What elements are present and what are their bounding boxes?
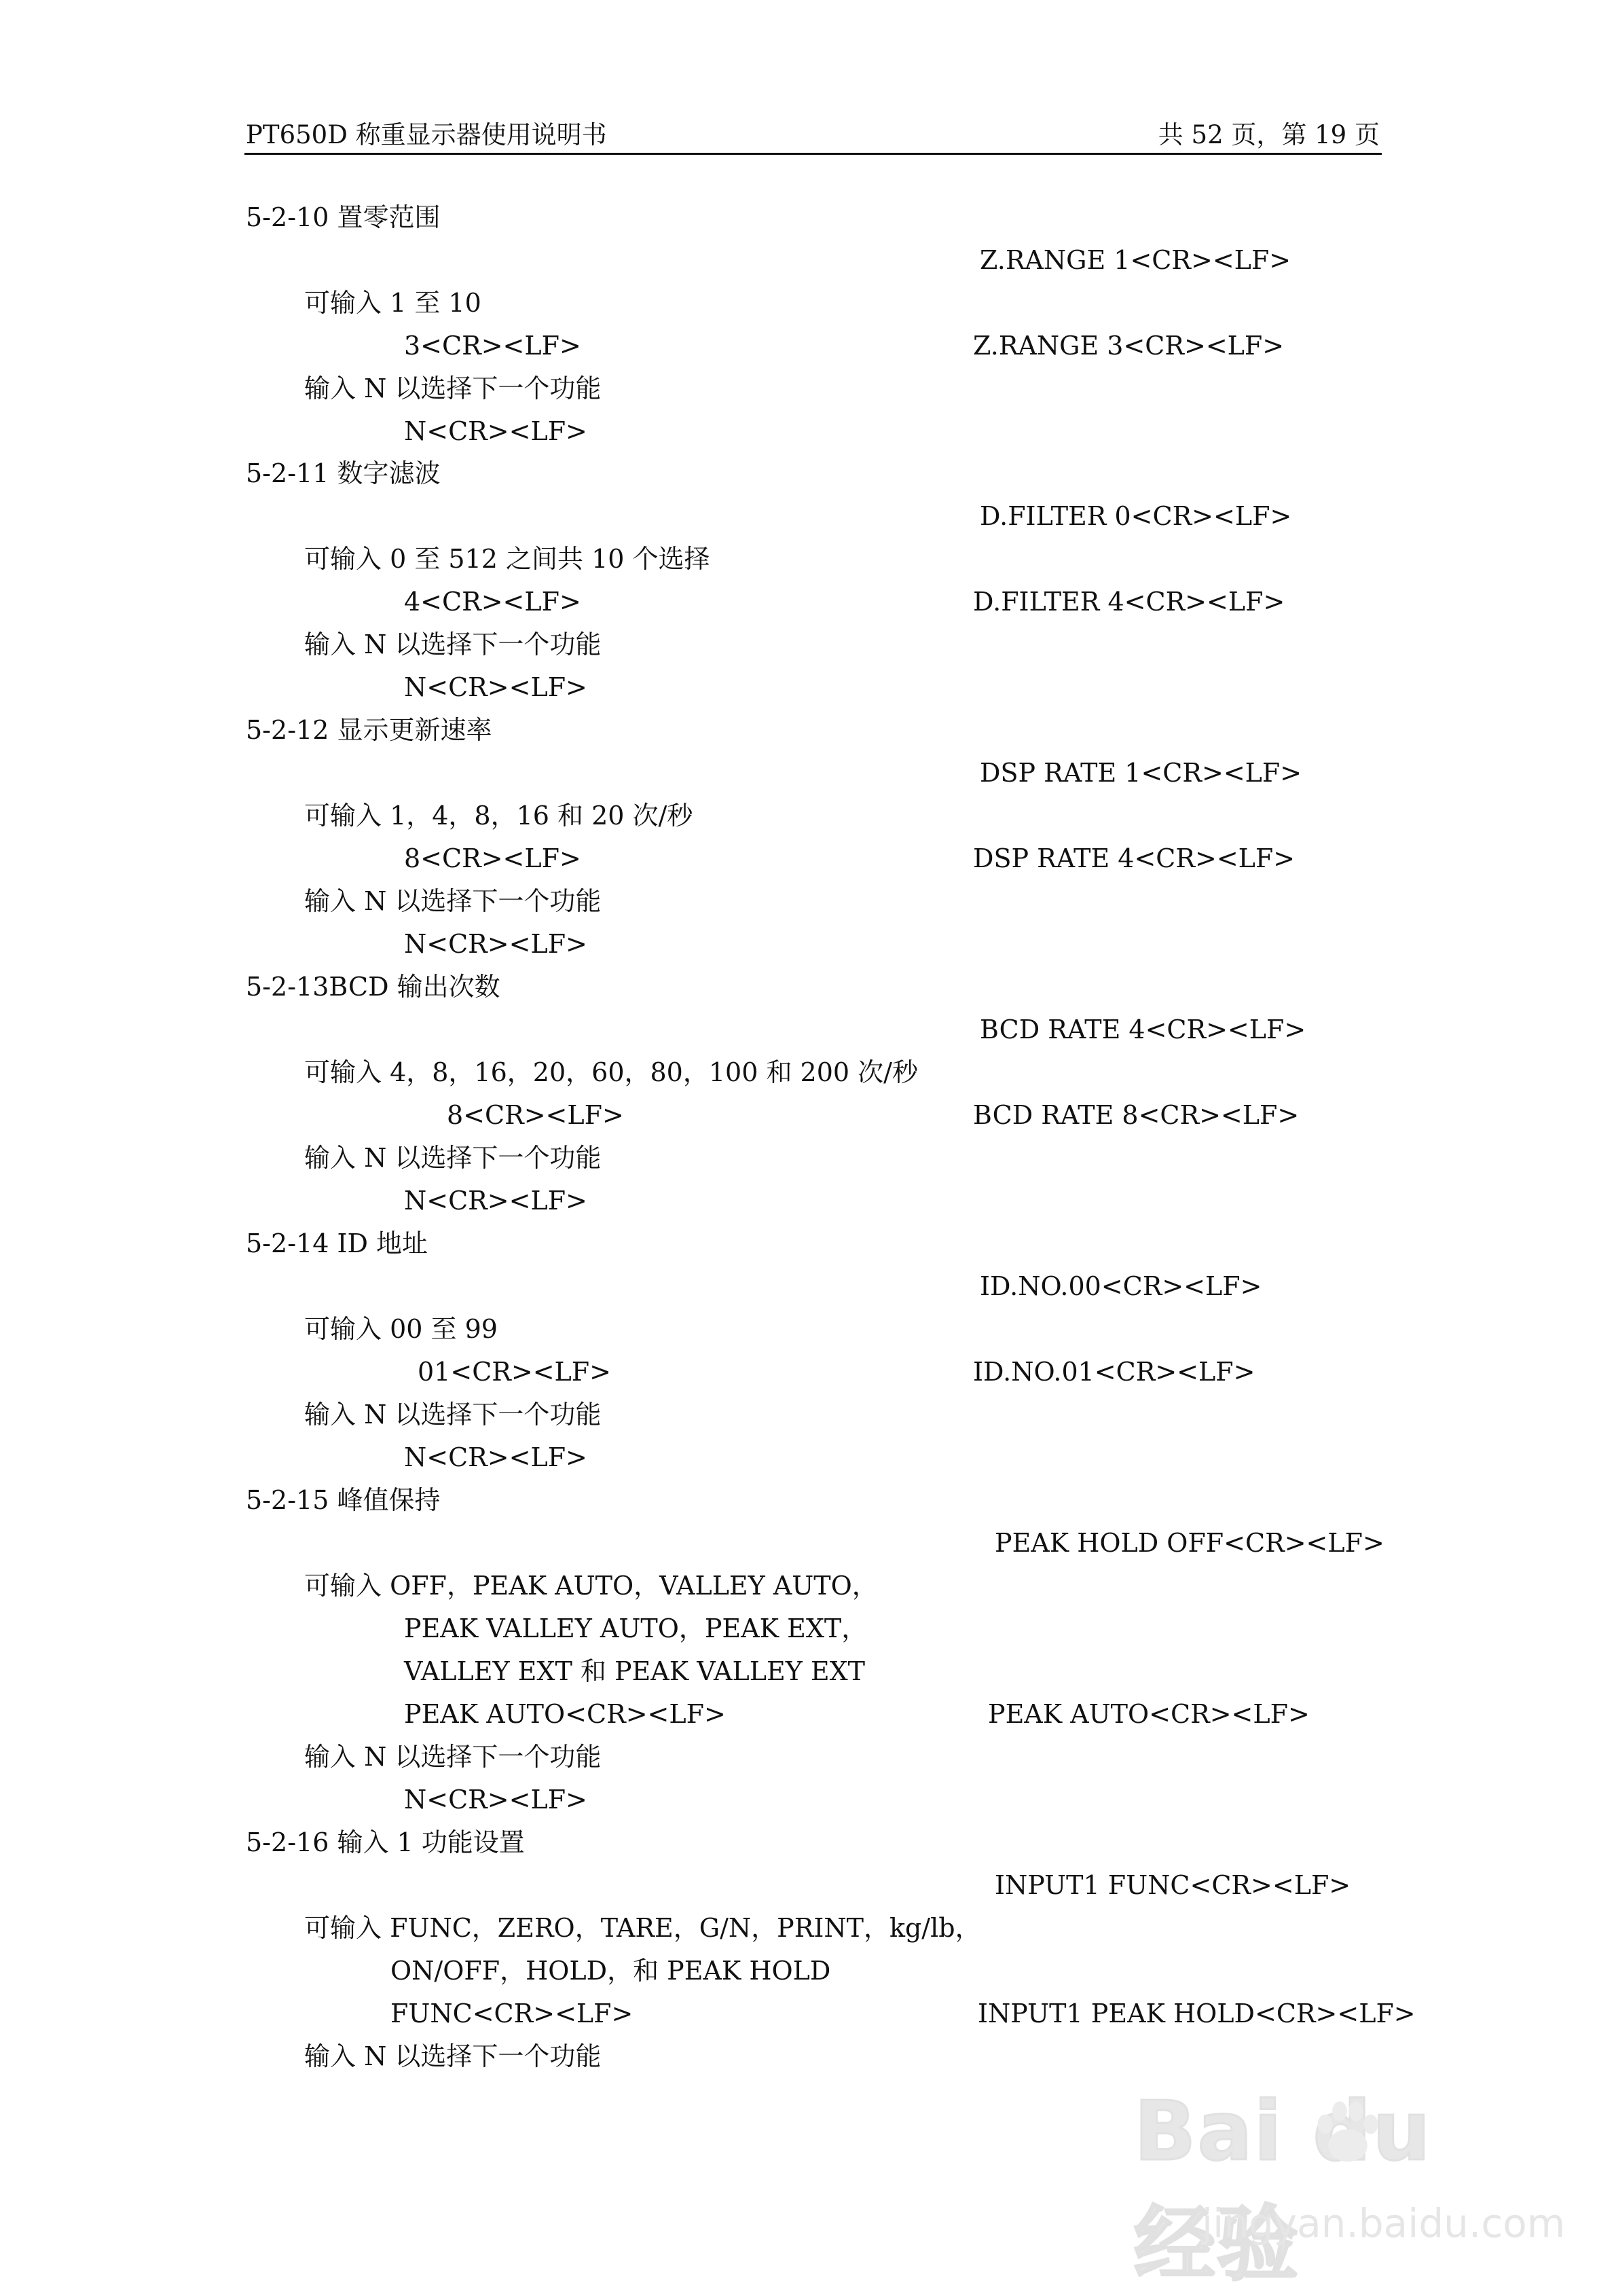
watermark-logo: Bai du 经验 (1134, 2085, 1432, 2292)
text-line: 5-2-11 数字滤波 (246, 458, 441, 488)
text-line: Z.RANGE 3<CR><LF> (973, 331, 1285, 361)
text-line: DSP RATE 1<CR><LF> (980, 758, 1302, 788)
text-line: 可输入 1 至 10 (304, 288, 481, 318)
baidu-jingyan-watermark (1134, 2085, 1566, 2292)
text-line: BCD RATE 8<CR><LF> (973, 1100, 1300, 1130)
text-line: 输入 N 以选择下一个功能 (304, 373, 602, 403)
text-line: 5-2-16 输入 1 功能设置 (246, 1827, 525, 1857)
text-line: PEAK VALLEY AUTO，PEAK EXT， (404, 1614, 868, 1643)
text-line: 5-2-14 ID 地址 (246, 1228, 428, 1258)
text-line: PEAK AUTO<CR><LF> (404, 1699, 726, 1729)
text-line: 可输入 1，4，8，16 和 20 次/秒 (304, 801, 693, 831)
header-page-number: 共 52 页，第 19 页 (1158, 120, 1380, 149)
text-line: 输入 N 以选择下一个功能 (304, 630, 602, 659)
text-line: PEAK HOLD OFF<CR><LF> (995, 1528, 1384, 1558)
text-line: VALLEY EXT 和 PEAK VALLEY EXT (404, 1656, 866, 1686)
text-line: N<CR><LF> (404, 672, 587, 702)
text-line: DSP RATE 4<CR><LF> (973, 843, 1296, 873)
text-line: 8<CR><LF> (404, 843, 581, 873)
text-line: 5-2-15 峰值保持 (246, 1485, 441, 1515)
text-line: 可输入 4，8，16，20，60，80，100 和 200 次/秒 (304, 1057, 918, 1087)
text-line: 4<CR><LF> (404, 587, 581, 617)
text-line: 输入 N 以选择下一个功能 (304, 1742, 602, 1772)
text-line: 输入 N 以选择下一个功能 (304, 1400, 602, 1429)
text-line: 3<CR><LF> (404, 331, 581, 361)
text-line: ID.NO.01<CR><LF> (973, 1357, 1255, 1387)
text-line: 可输入 OFF，PEAK AUTO，VALLEY AUTO， (304, 1571, 878, 1601)
text-line: N<CR><LF> (404, 929, 587, 959)
paw-icon (1307, 2092, 1389, 2173)
text-line: D.FILTER 4<CR><LF> (973, 587, 1285, 617)
text-line: FUNC<CR><LF> (390, 1999, 633, 2028)
text-line: N<CR><LF> (404, 416, 587, 446)
text-line: BCD RATE 4<CR><LF> (980, 1015, 1306, 1044)
text-line: 输入 N 以选择下一个功能 (304, 886, 602, 916)
text-line: N<CR><LF> (404, 1442, 587, 1472)
text-line: N<CR><LF> (404, 1785, 587, 1815)
text-line: 5-2-13BCD 输出次数 (246, 972, 500, 1002)
text-line: 5-2-12 显示更新速率 (246, 715, 492, 745)
text-line: Z.RANGE 1<CR><LF> (980, 245, 1291, 275)
text-line: D.FILTER 0<CR><LF> (980, 501, 1292, 531)
text-line: ON/OFF，HOLD，和 PEAK HOLD (390, 1956, 831, 1986)
text-line: 5-2-10 置零范围 (246, 202, 441, 232)
text-line: 可输入 0 至 512 之间共 10 个选择 (304, 544, 710, 574)
text-line: INPUT1 FUNC<CR><LF> (995, 1870, 1351, 1900)
watermark-url: jingyan.baidu.com (1202, 2200, 1566, 2246)
text-line: INPUT1 PEAK HOLD<CR><LF> (978, 1999, 1416, 2028)
text-line: 输入 N 以选择下一个功能 (304, 2041, 602, 2071)
text-line: 8<CR><LF> (447, 1100, 624, 1130)
text-line: N<CR><LF> (404, 1186, 587, 1216)
header-title: PT650D 称重显示器使用说明书 (246, 120, 607, 149)
text-line: 01<CR><LF> (418, 1357, 611, 1387)
text-line: 可输入 FUNC，ZERO，TARE，G/N，PRINT，kg/lb， (304, 1913, 981, 1943)
text-line: ID.NO.00<CR><LF> (980, 1271, 1262, 1301)
text-line: PEAK AUTO<CR><LF> (988, 1699, 1310, 1729)
text-line: 可输入 00 至 99 (304, 1314, 498, 1344)
text-line: 输入 N 以选择下一个功能 (304, 1143, 602, 1173)
